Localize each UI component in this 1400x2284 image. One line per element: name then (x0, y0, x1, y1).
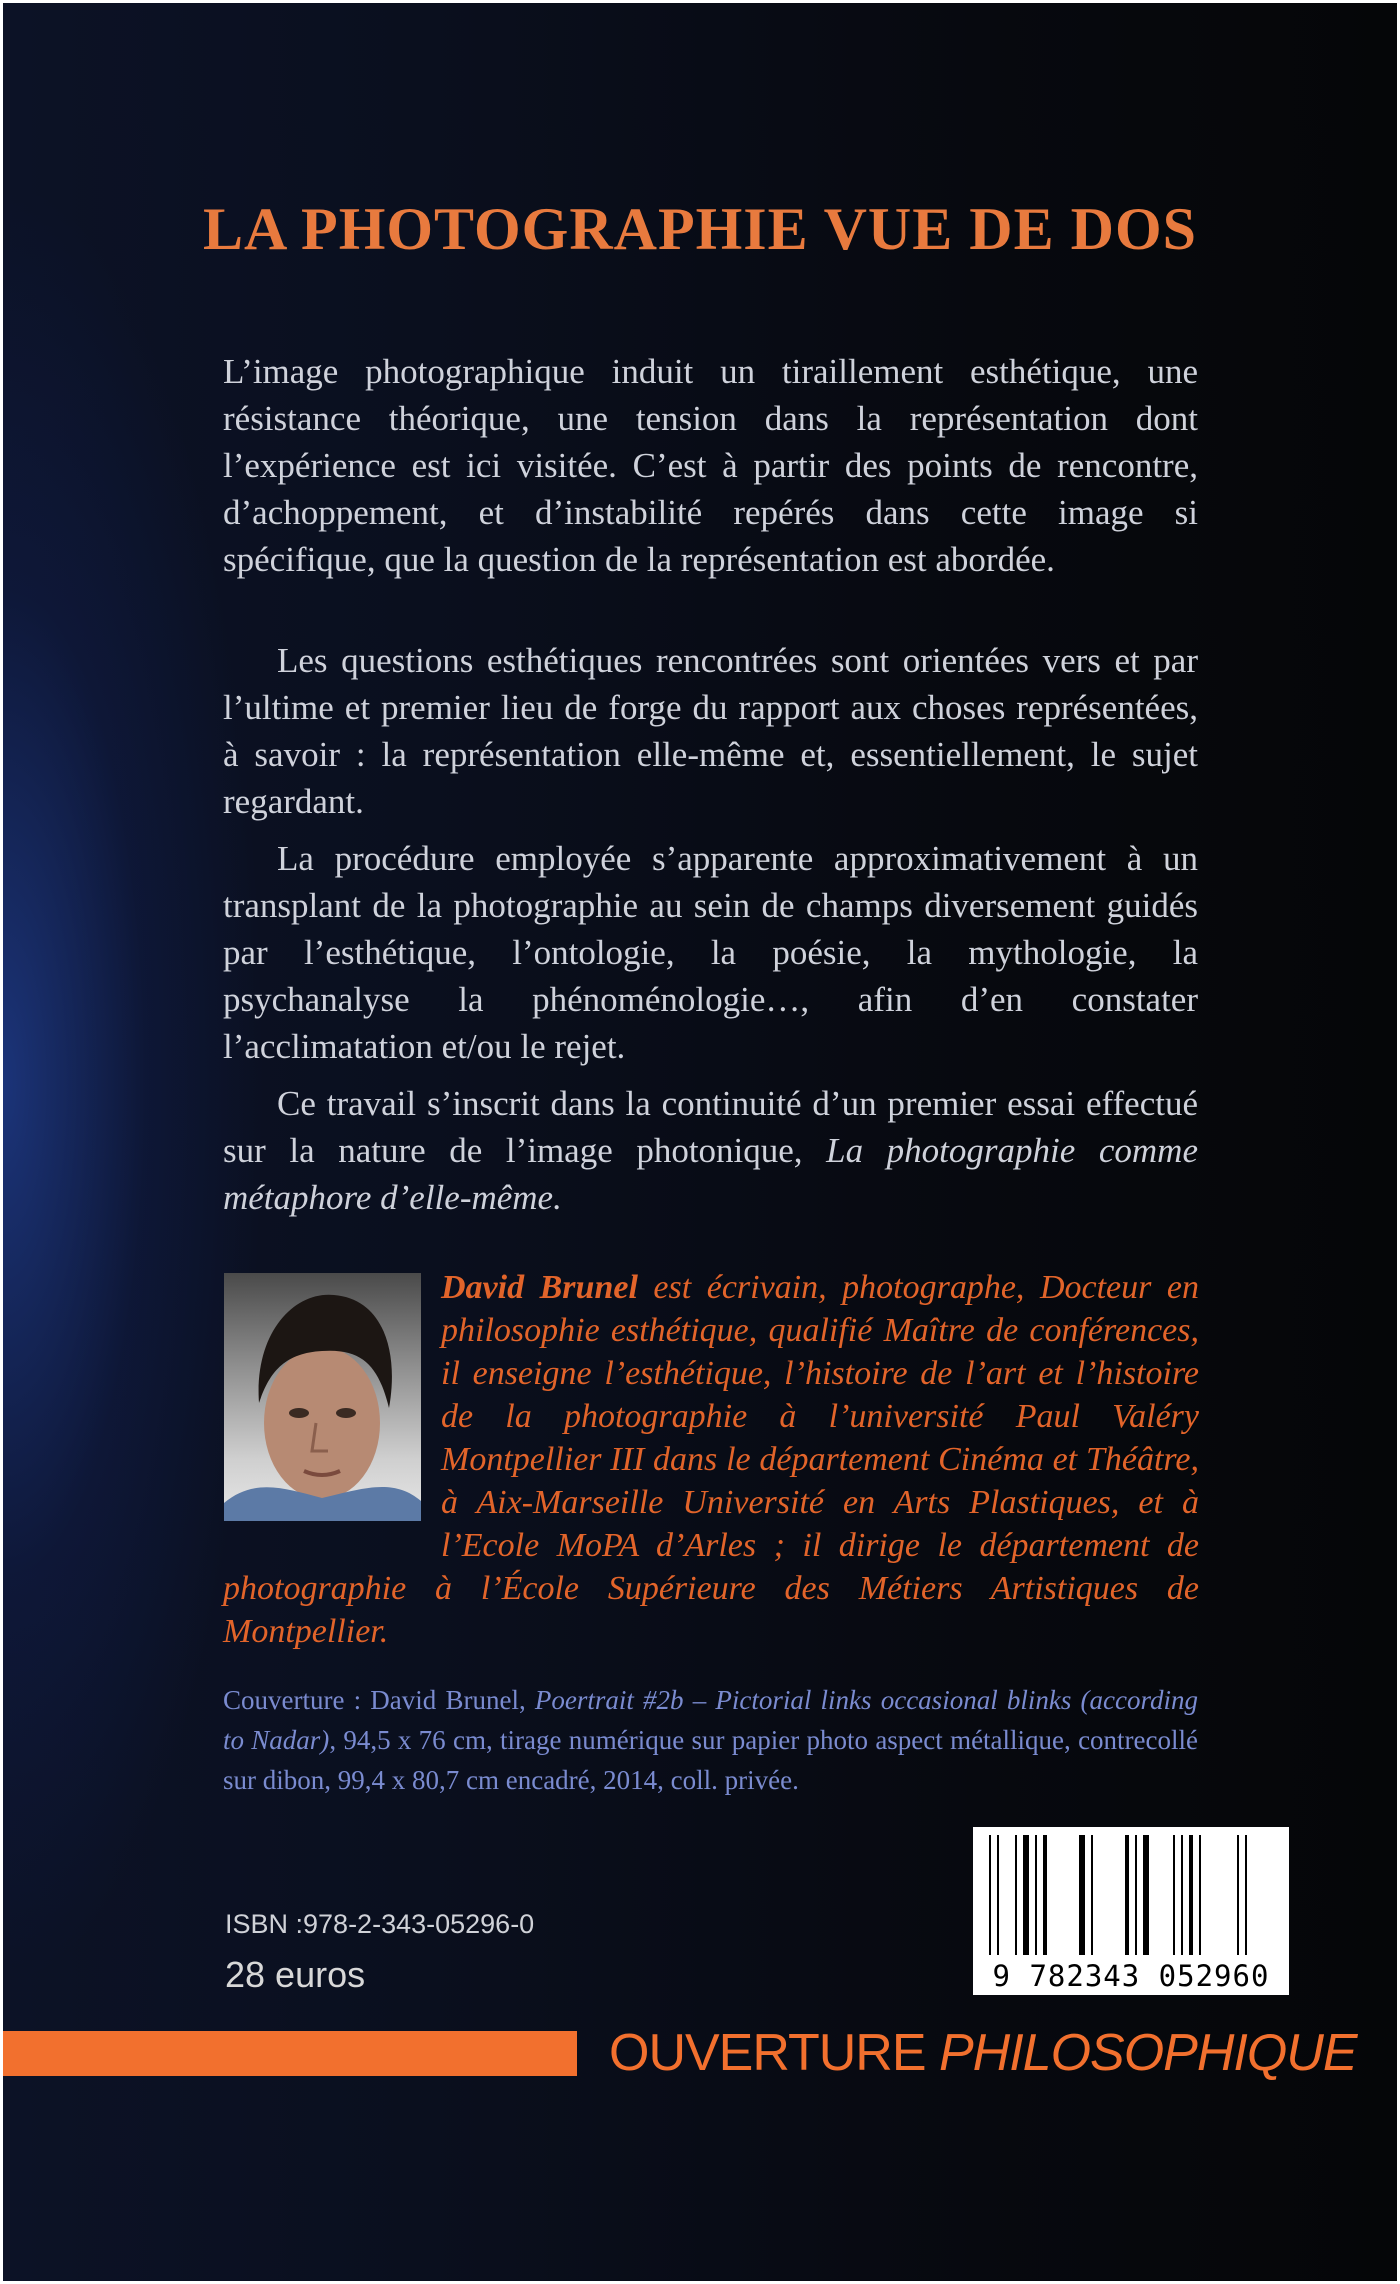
barcode-bars (987, 1835, 1275, 1959)
barcode-bar (1173, 1835, 1175, 1955)
previous-book-title: La photographie comme métaphore d’elle-même. (223, 1131, 1198, 1217)
isbn-text: ISBN :978-2-343-05296-0 (225, 1909, 535, 1939)
book-title: LA PHOTOGRAPHIE VUE DE DOS (203, 196, 1197, 262)
series-name (609, 2023, 1357, 2083)
barcode-bar (1199, 1835, 1201, 1955)
summary-paragraph-1: L’image photographique induit un tiraillement esthétique, une résistance théorique, une tension dans la représentation dont l’expérience est ici visitée. C’est à partir des points de rencontre, d’achoppement, et d’instabilité repérés dans cette image si spécifique, que la question de la représentation est abordée. (223, 352, 1198, 579)
barcode-bar (989, 1835, 991, 1955)
barcode-bar (1143, 1835, 1149, 1955)
barcode-bar (1125, 1835, 1129, 1955)
credits-details: , 94,5 x 76 cm, tirage numérique sur papier photo aspect métallique, contrecollé sur dibon, 99,4 x 80,7 cm encadré, 2014, coll. privée. (223, 1725, 1198, 1795)
barcode-bar (1189, 1835, 1193, 1955)
barcode-bar (997, 1835, 999, 1955)
author-bio-text: est écrivain, photographe, Docteur en philosophie esthétique, qualifié Maître de conférences, il enseigne l’esthétique, l’histoire de l’art et l’histoire de la photographie à l’université Paul Valéry Montpellier III dans le département Cinéma et Théâtre, à Aix-Marseille Université en Arts Plastiques, et à l’Ecole MoPA d’Arles ; il dirige le département de photographie à l’École Supérieure des Métiers Artistiques de Montpellier. (223, 1269, 1199, 1650)
barcode-bar (1043, 1835, 1047, 1955)
barcode-bar (1015, 1835, 1017, 1955)
barcode-bar (1181, 1835, 1183, 1955)
summary-paragraph-3: La procédure employée s’apparente approximativement à un transplant de la photographie au sein de champs diversement guidés par l’esthétique, l’ontologie, la poésie, la mythologie, la psychanalyse la phénoménologie…, afin d’en constater l’acclimatation et/ou le rejet. (223, 839, 1198, 1066)
barcode-bar (1023, 1835, 1029, 1955)
barcode-bar (1245, 1835, 1247, 1955)
barcode-bar (1091, 1835, 1093, 1955)
barcode-bar (1035, 1835, 1037, 1955)
barcode-bar (1135, 1835, 1137, 1955)
price: 28 euros (225, 1954, 366, 1995)
summary-paragraph-4-text: Ce travail s’inscrit dans la continuité d’un premier essai effectué sur la nature de l’image photonique, (223, 1084, 1198, 1170)
cover-artwork-title: Poertrait #2b – Pictorial links occasional blinks (according to Nadar) (223, 1685, 1198, 1755)
barcode-bar (1237, 1835, 1239, 1955)
barcode-bar (1079, 1835, 1085, 1955)
barcode-number: 9 782343 052960 (992, 1959, 1270, 1993)
author-bio (223, 1266, 1199, 1653)
summary-paragraph-4 (223, 1080, 1198, 1221)
summary-paragraph-2: Les questions esthétiques rencontrées sont orientées vers et par l’ultime et premier lieu de forge du rapport aux choses représentées, à savoir : la représentation elle-même et, essentiellement, le sujet regardant. (223, 641, 1198, 821)
series-name-part-2: PHILOSOPHIQUE (938, 2024, 1357, 2082)
series-name-part-1: OUVERTURE (609, 2024, 939, 2082)
author-name: David Brunel (441, 1269, 638, 1306)
cover-credits (223, 1680, 1198, 1800)
isbn-barcode (973, 1827, 1289, 1995)
credits-prefix: Couverture : David Brunel, (223, 1685, 535, 1715)
book-back-cover (3, 3, 1397, 2281)
series-accent-bar (3, 2031, 577, 2076)
